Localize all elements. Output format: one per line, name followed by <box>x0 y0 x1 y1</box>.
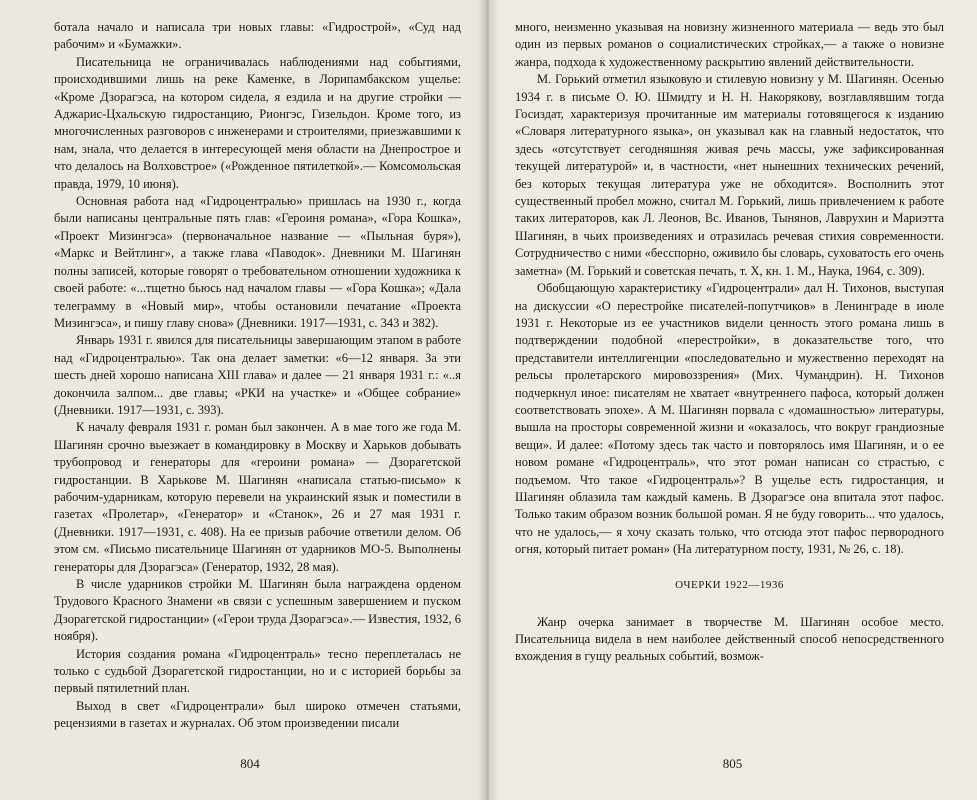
right-paragraph-3: Обобщающую характеристику «Гидроцентрали» дал Н. Тихонов, выступая на дискуссии «О перестройке писателей-попутчиков» в Ленинграде в июле 1931 г. Некоторые из ее участников видели ценность этого романа лишь в подтверждении подобной «перестройки», в доказательстве того, что представители интеллигенции «последовательно и мужественно переходят на рельсы пролетарского мировоззрения» (Мих. Чумандрин). Н. Тихонов подчеркнул иное: писателям не хватает «внутреннего пафоса, который должен соответствовать эпохе». А М. Шагинян порвала с «домашностью» литературы, вышла на просторы современной жизни и «оказалось, что вокруг грандиозные вещи». И далее: «Потому здесь так часто и повторялось имя Шагинян, и о ее новом романе «Гидроцентраль», что этот роман написан со страстью, с подъемом. Что такое «Гидроцентраль»? В ущелье есть гидростанция, и Шагинян облазила там каждый камень. В Дзорагэсе она впитала этот пафос. Только таким образом возник большой роман. Я не буду говорить... что удалось, что не удалось,— я хочу сказать только, что отсюда этот пафос первородного огня, который питает роман» (На литературном посту, 1931, № 26, с. 18). <box>515 281 944 557</box>
book-gutter <box>478 0 498 800</box>
right-paragraph-1: много, неизменно указывая на новизну жизненного материала — ведь это был один из первых романов о социалистических стройках,— а также о новизне жанра, подхода к художественному раскрытию явлений действительности. <box>515 20 944 69</box>
left-page-text <box>54 19 461 733</box>
left-paragraph-1: ботала начало и написала три новых главы: «Гидрострой», «Суд над рабочим» и «Бумажки». <box>54 20 461 52</box>
left-paragraph-8: Выход в свет «Гидроцентрали» был широко отмечен статьями, рецензиями в газетах и журналах. Об этом произведении писали <box>54 698 461 731</box>
left-paragraph-3: Основная работа над «Гидроцентралью» пришлась на 1930 г., когда были написаны центральные пять глав: «Героиня романа», «Гора Кошка», «Проект Мизингэса» (первоначальное название — «Пыльная буря»), «Маркс и Вейтлинг», а также глава «Паводок». Дневники М. Шагинян полны записей, которые говорят о требовательном отношении художника к своей работе: «...тщетно бьюсь над началом главы — «Гора Кошка»; «Дала телеграмму в «Новый мир», чтобы остановили печатание «Проекта Мизингэса», и пишу главу снова» (Дневники. 1917—1931, с. 343 и 382). <box>54 194 461 330</box>
left-paragraph-4: Январь 1931 г. явился для писательницы завершающим этапом в работе над «Гидроцентралью». Так она делает заметки: «6—12 января. За эти шесть дней хорошо написана XIII глава» и далее — 21 января 1931 г.: «..я докончила залпом... две главы; «РКИ на участке» и «Общее собрание» (Дневники. 1917—1931, с. 393). <box>54 333 461 417</box>
right-paragraph-2: М. Горький отметил языковую и стилевую новизну у М. Шагинян. Осенью 1934 г. в письме О. Ю. Шмидту и Н. Н. Накорякову, возглавлявшим тогда Госиздат, характеризуя прочитанные им материалы готовящегося к изданию «Словаря литературного языка», он указывал как на главный недостаток, что здесь «отсутствует сегодняшняя живая речь массы, уже зафиксированная текущей литературой» и, в частности, «нет нынешних технических речений, без которых текущая литература уже не обходится». Восполнить этот существенный пробел можно, считал М. Горький, лишь привлечением к работе таких литераторов, как Л. Леонов, Вс. Иванов, Тынянов, Лаврухин и Мариэтта Шагинян, в чьих произведениях и отразилась речевая стихия современности. Сотрудничество с ними «бесспорно, оживило бы словарь, суховатость его очень заметна» (М. Горький и советская печать, т. X, кн. 1. М., Наука, 1964, с. 309). <box>515 72 944 278</box>
left-paragraph-2: Писательница не ограничивалась наблюдениями над событиями, происходившими лишь на реке Каменке, в Лорипамбакском ущелье: «Кроме Дзорагэса, на котором сидела, я ездила и на другие стройки — Аджарис-Цхальскую гидростанцию, Рионгэс, Гизельдон. Кроме того, из многочисленных разговоров с инженерами и строителями, приезжавшими к нам, знала, что делается в интересующей меня области на Днепрострое и что делалось на Волховстрое» («Рожденное пятилеткой».— Комсомольская правда, 1979, 10 июня). <box>54 54 461 191</box>
right-page-text <box>515 19 944 666</box>
left-page <box>0 0 488 800</box>
left-page-number: 804 <box>240 756 260 771</box>
right-page <box>488 0 977 800</box>
left-paragraph-6: В числе ударников стройки М. Шагинян была награждена орденом Трудового Красного Знамени «в связи с успешным завершением и пуском Дзорагетской гидростанции» («Герои труда Дзорагэса».— Известия, 1932, 6 ноября). <box>54 577 461 644</box>
right-paragraph-4: Жанр очерка занимает в творчестве М. Шагинян особое место. Писательница видела в нем наиболее действенный способ непосредственного вхождения в гущу реальных событий, возмож- <box>515 614 944 664</box>
left-paragraph-5: К началу февраля 1931 г. роман был закончен. А в мае того же года М. Шагинян срочно выезжает в командировку в Москву и Харьков добывать трубопровод и генераторы для «героини романа» — Дзорагетской гидростанции. В Харькове М. Шагинян «написала статью-письмо» к рабочим-ударникам, которую перевели на украинский язык и поместили в газетах «Пролетар», «Генератор» и «Станок», 26 и 27 мая 1931 г. (Дневники. 1917—1931, с. 408). На ее призыв рабочие ответили делом. Об этом см. «Письмо писательнице Шагинян от ударников МО-5. Выполнены генераторы для Дзорагэса» (Генератор, 1932, 28 мая). <box>54 420 461 574</box>
section-heading: ОЧЕРКИ 1922—1936 <box>675 578 784 591</box>
right-page-number: 805 <box>722 756 743 771</box>
left-paragraph-7: История создания романа «Гидроцентраль» тесно переплеталась не только с судьбой Дзорагетской гидростанции, но и с историей борьбы за первый пятилетний план. <box>54 646 461 696</box>
